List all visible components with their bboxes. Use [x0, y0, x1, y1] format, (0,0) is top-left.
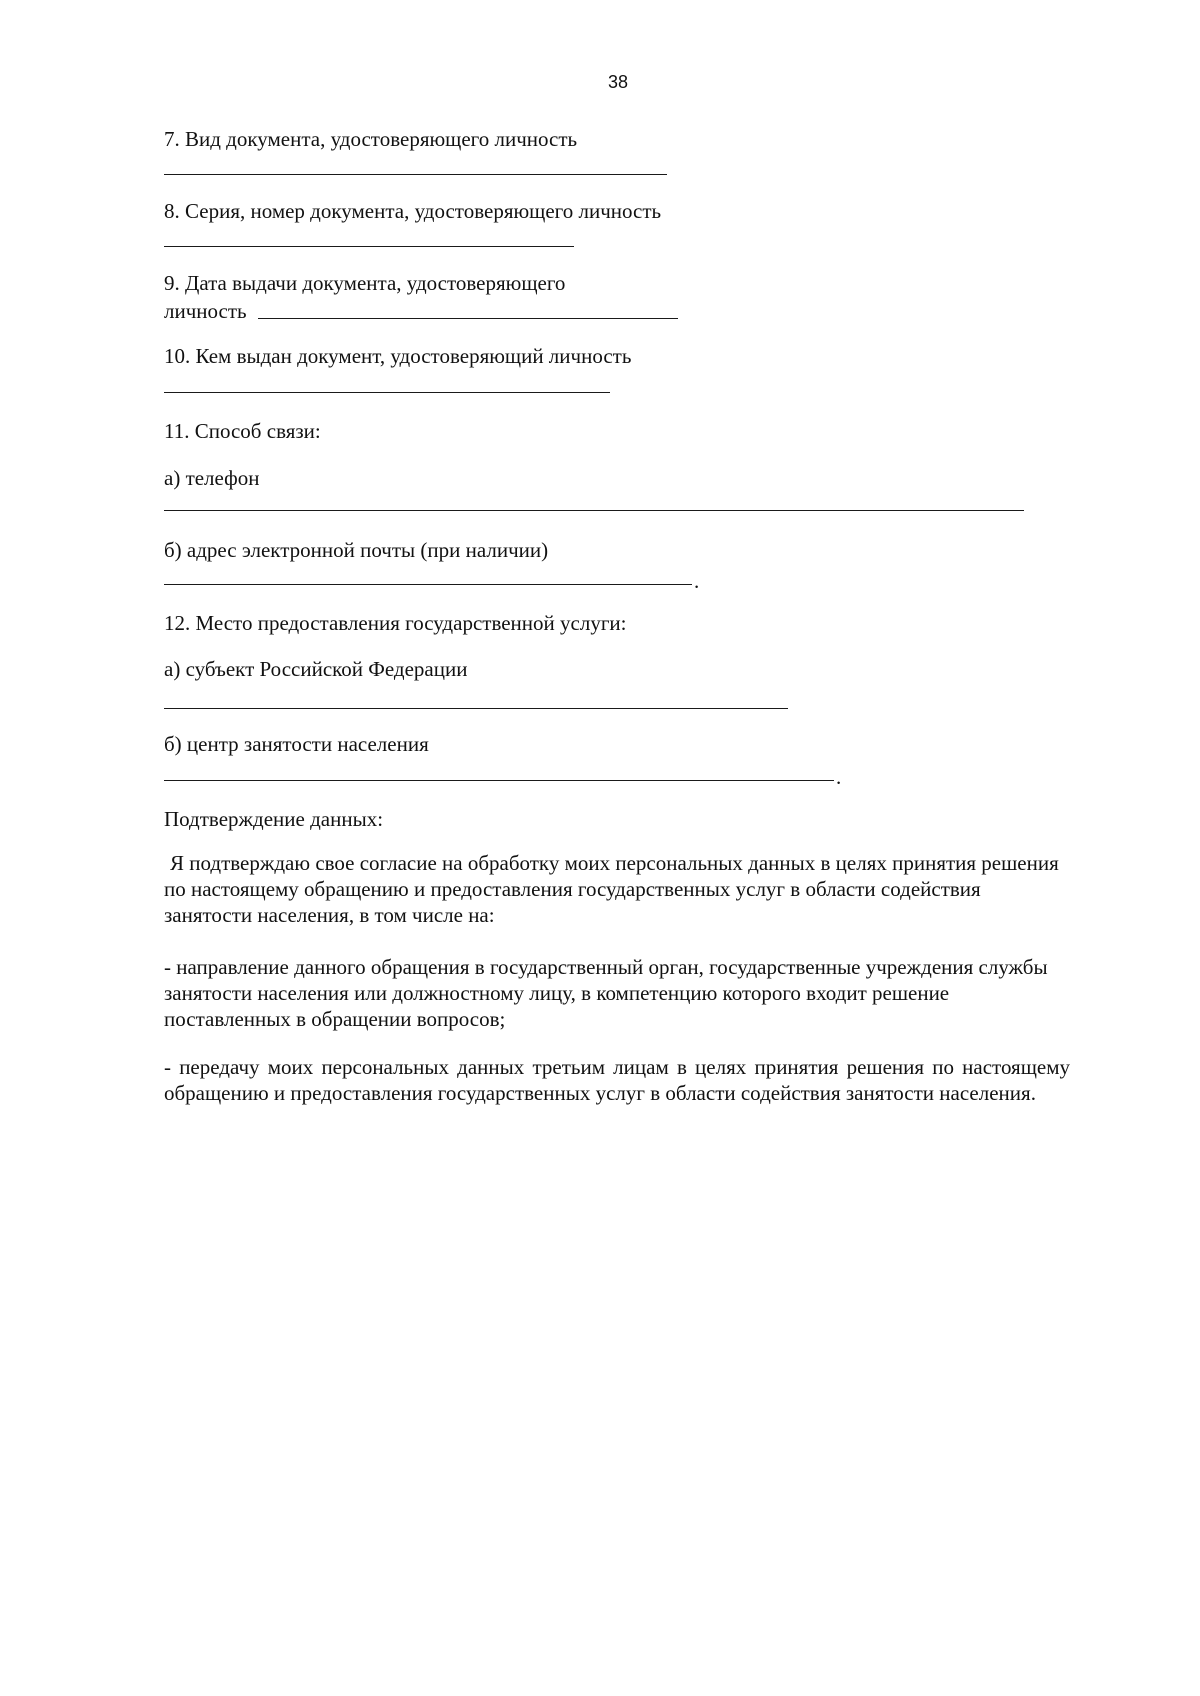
field-12b-label: б) центр занятости населения — [164, 732, 429, 756]
field-11-label: 11. Способ связи: — [164, 419, 321, 443]
field-11a-label: а) телефон — [164, 466, 260, 490]
field-8-label: 8. Серия, номер документа, удостоверяющего личность — [164, 199, 662, 223]
field-7-label: 7. Вид документа, удостоверяющего личность — [164, 127, 578, 151]
field-12b-period: . — [836, 765, 842, 789]
field-12a-label: а) субъект Российской Федерации — [164, 657, 468, 681]
confirmation-paragraph-consent: Я подтверждаю свое согласие на обработку моих персональных данных в целях принятия решения по настоящему обращению и предоставления государственных услуг в области содействия занятости населения, в том числе на: — [164, 851, 1059, 927]
field-8-blank[interactable] — [164, 246, 574, 247]
field-10-blank[interactable] — [164, 392, 610, 393]
field-10-label: 10. Кем выдан документ, удостоверяющий личность — [164, 344, 632, 368]
field-11b-period: . — [694, 569, 700, 593]
field-12-label: 12. Место предоставления государственной услуги: — [164, 611, 627, 635]
field-11b-blank[interactable] — [164, 584, 692, 585]
field-9-blank[interactable] — [258, 318, 678, 319]
field-9-label-line1: 9. Дата выдачи документа, удостоверяющего — [164, 271, 566, 295]
confirmation-paragraph-direction: - направление данного обращения в государственный орган, государственные учреждения службы занятости населения или должностному лицу, в компетенцию которого входит решение поставленных в обращении вопросов; — [164, 955, 1048, 1031]
confirmation-heading: Подтверждение данных: — [164, 807, 384, 831]
page-number: 38 — [608, 72, 629, 92]
field-11a-blank[interactable] — [164, 510, 1024, 511]
field-7-blank[interactable] — [164, 174, 667, 175]
field-12b-blank[interactable] — [164, 780, 834, 781]
field-11b-label: б) адрес электронной почты (при наличии) — [164, 538, 549, 562]
confirmation-paragraph-transfer: - передачу моих персональных данных третьим лицам в целях принятия решения по настоящему обращению и предоставления государственных услуг в области содействия занятости населения. — [164, 1055, 1070, 1105]
field-12a-blank[interactable] — [164, 708, 788, 709]
field-9-label-line2: личность — [164, 299, 247, 323]
